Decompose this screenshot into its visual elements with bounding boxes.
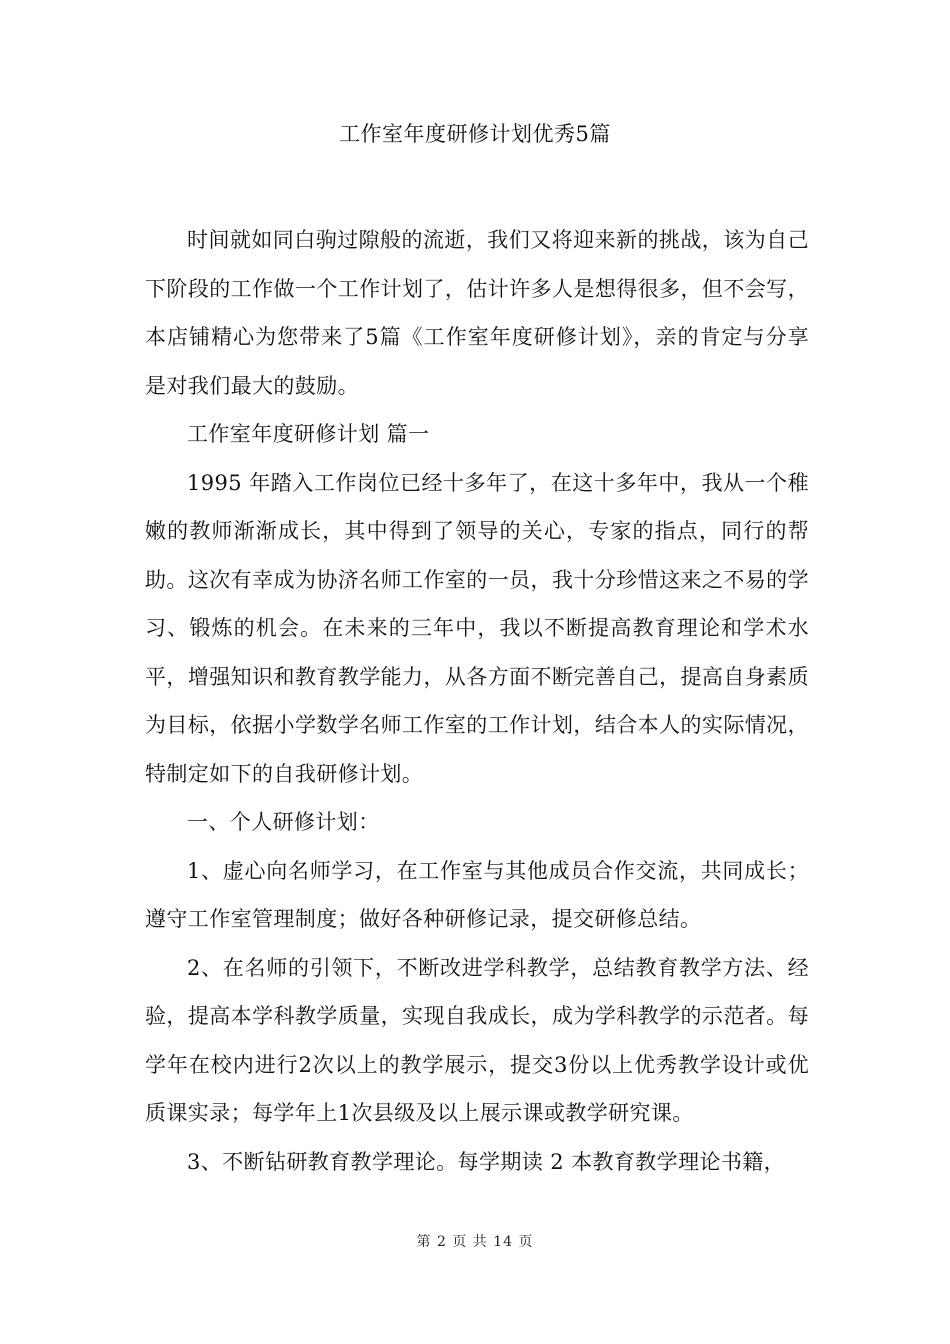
document-title: 工作室年度研修计划优秀5篇	[339, 122, 611, 146]
subsection-heading: 一、个人研修计划：	[187, 810, 380, 834]
document-body	[145, 216, 809, 1186]
intro-paragraph: 时间就如同白驹过隙般的流逝，我们又将迎来新的挑战，该为自己下阶段的工作做一个工作计划了，估计许多人是想得很多，但不会写，本店铺精心为您带来了5篇《工作室年度研修计划》，亲的肯定与分享是对我们最大的鼓励。	[145, 228, 809, 398]
list-item-3: 3、不断钻研教育教学理论。每学期读 2 本教育教学理论书籍，	[187, 1149, 786, 1174]
body-paragraph: 1995 年踏入工作岗位已经十多年了，在这十多年中，我从一个稚嫩的教师渐渐成长，其中得到了领导的关心，专家的指点，同行的帮助。这次有幸成为协济名师工作室的一员，我十分珍惜这来之不易的学习、锻炼的机会。在未来的三年中，我以不断提高教育理论和学术水平，增强知识和教育教学能力，从各方面不断完善自己，提高自身素质为目标，依据小学数学名师工作室的工作计划，结合本人的实际情况，特制定如下的自我研修计划。	[145, 470, 809, 786]
list-item-2: 2、在名师的引领下，不断改进学科教学，总结教育教学方法、经验，提高本学科教学质量，实现自我成长，成为学科教学的示范者。每学年在校内进行2次以上的教学展示，提交3份以上优秀教学设计或优质课实录；每学年上1次县级及以上展示课或教学研究课。	[145, 955, 809, 1125]
page-footer: 第 2 页 共 14 页	[416, 1234, 534, 1250]
list-item-1: 1、虚心向名师学习，在工作室与其他成员合作交流，共同成长；遵守工作室管理制度；做好各种研修记录，提交研修总结。	[145, 858, 809, 931]
section-heading: 工作室年度研修计划 篇一	[187, 422, 430, 446]
